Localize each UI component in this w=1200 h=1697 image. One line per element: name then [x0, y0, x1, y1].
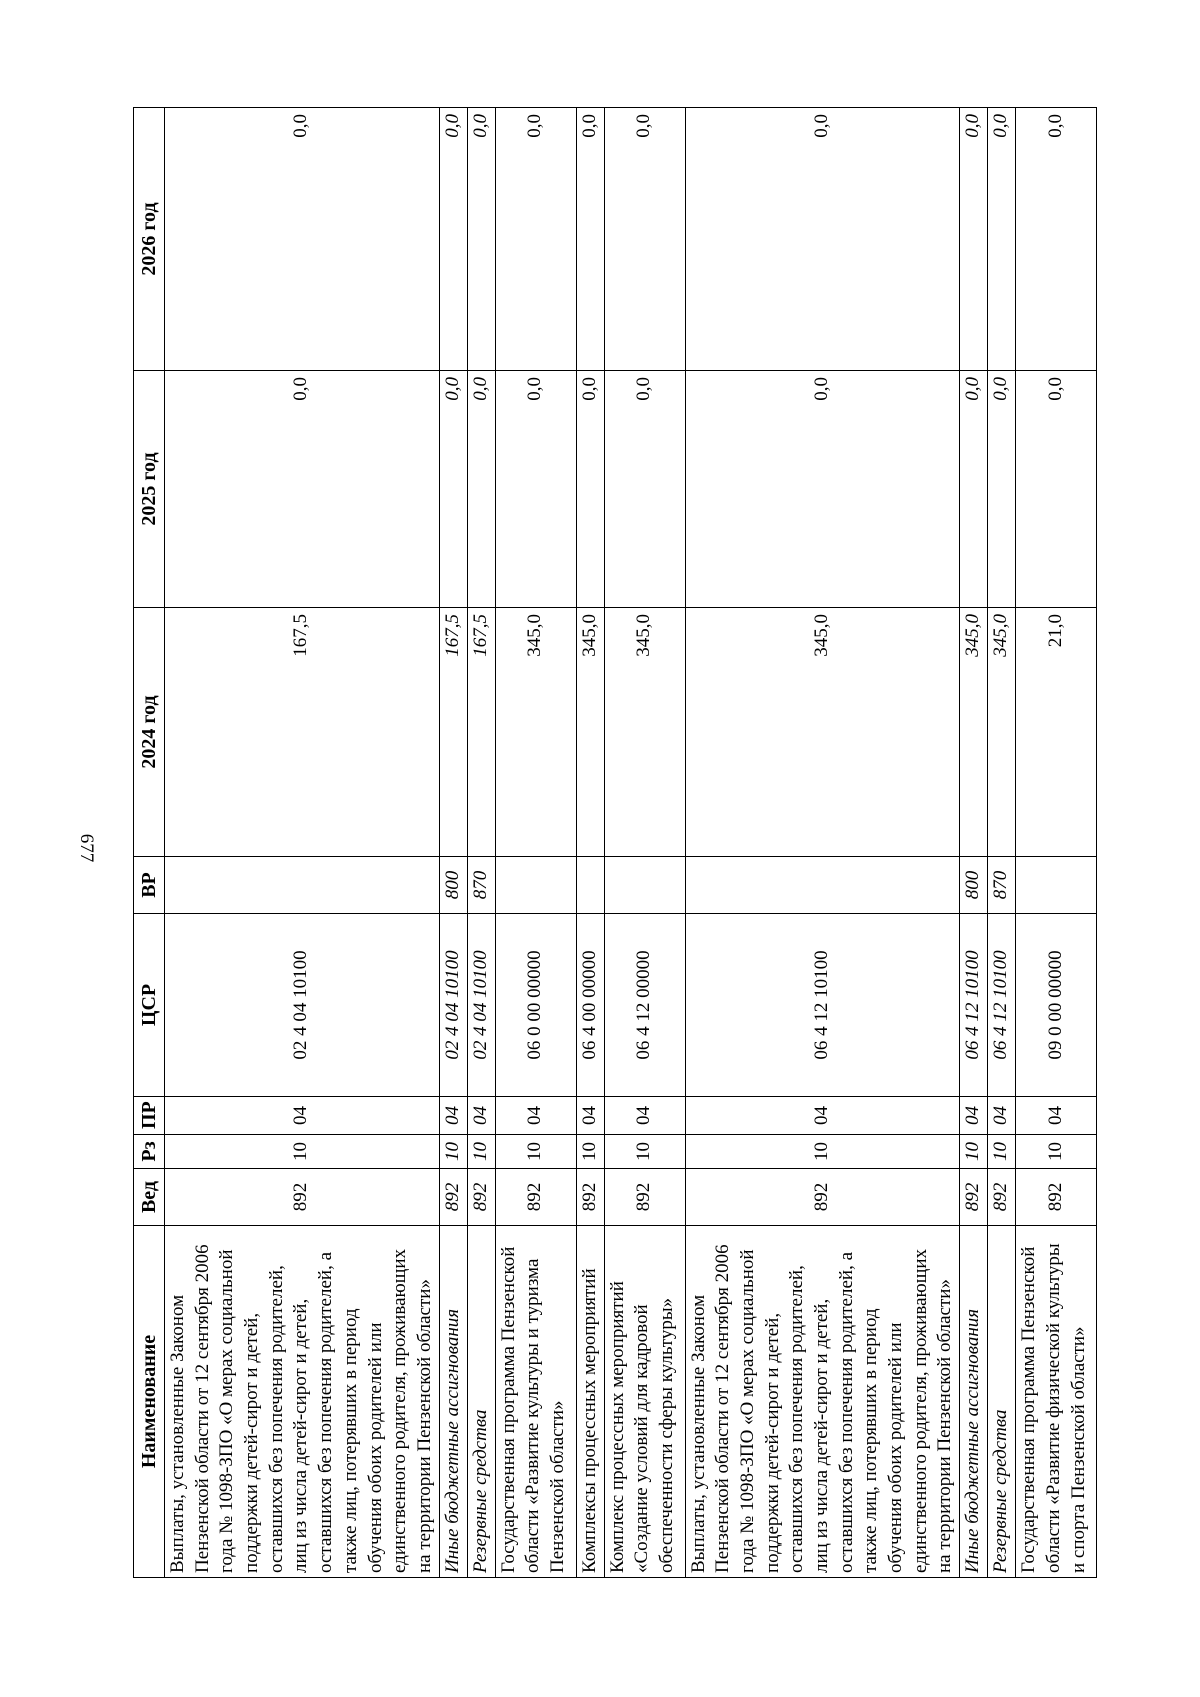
- header-csr: ЦСР: [134, 914, 165, 1097]
- cell-name: Иные бюджетные ассигнования: [439, 1226, 467, 1578]
- table-row: [576, 108, 604, 1578]
- cell-rz: 10: [1016, 1135, 1097, 1169]
- cell-2024: 345,0: [685, 608, 960, 857]
- cell-name: Резервные средства: [988, 1226, 1016, 1578]
- cell-2025: 0,0: [576, 371, 604, 608]
- cell-rz: 10: [685, 1135, 960, 1169]
- cell-csr: 06 4 12 10100: [685, 914, 960, 1097]
- cell-2025: 0,0: [988, 371, 1016, 608]
- cell-ved: 892: [467, 1169, 495, 1226]
- cell-name: Государственная программа Пензенской области «Развитие физической культуры и спорта Пензенской области»: [1016, 1226, 1097, 1578]
- cell-2026: 0,0: [685, 108, 960, 371]
- cell-2025: 0,0: [960, 371, 988, 608]
- header-2024: 2024 год: [134, 608, 165, 857]
- cell-2024: 345,0: [960, 608, 988, 857]
- table-row: [1016, 108, 1097, 1578]
- cell-rz: 10: [960, 1135, 988, 1169]
- cell-name: Выплаты, установленные Законом Пензенской области от 12 сентября 2006 года № 1098-ЗПО «О мерах социальной поддержки детей-сирот и детей, оставшихся без попечения родителей, лиц из числа детей-сирот и детей, оставшихся без попечения родителей, а также лиц, потерявших в период обучения обоих родителей или единственного родителя, проживающих на территории Пензенской области»: [165, 1226, 440, 1578]
- cell-2026: 0,0: [604, 108, 685, 371]
- cell-csr: 02 4 04 10100: [439, 914, 467, 1097]
- cell-csr: 09 0 00 00000: [1016, 914, 1097, 1097]
- cell-rz: 10: [604, 1135, 685, 1169]
- cell-rz: 10: [988, 1135, 1016, 1169]
- cell-vr: [576, 857, 604, 914]
- page-number: 677: [76, 833, 97, 863]
- cell-vr: 800: [439, 857, 467, 914]
- cell-vr: [604, 857, 685, 914]
- cell-2025: 0,0: [467, 371, 495, 608]
- cell-2026: 0,0: [1016, 108, 1097, 371]
- table-row: [467, 108, 495, 1578]
- header-2025: 2025 год: [134, 371, 165, 608]
- cell-2025: 0,0: [604, 371, 685, 608]
- cell-pr: 04: [685, 1097, 960, 1135]
- cell-name: Иные бюджетные ассигнования: [960, 1226, 988, 1578]
- cell-name: Комплексы процессных мероприятий: [576, 1226, 604, 1578]
- cell-ved: 892: [165, 1169, 440, 1226]
- cell-pr: 04: [988, 1097, 1016, 1135]
- cell-csr: 06 0 00 00000: [495, 914, 576, 1097]
- cell-2024: 345,0: [988, 608, 1016, 857]
- cell-2026: 0,0: [960, 108, 988, 371]
- cell-ved: 892: [495, 1169, 576, 1226]
- cell-rz: 10: [467, 1135, 495, 1169]
- cell-csr: 06 4 12 10100: [988, 914, 1016, 1097]
- cell-2025: 0,0: [1016, 371, 1097, 608]
- cell-csr: 06 4 00 00000: [576, 914, 604, 1097]
- cell-ved: 892: [685, 1169, 960, 1226]
- cell-pr: 04: [576, 1097, 604, 1135]
- cell-csr: 02 4 04 10100: [467, 914, 495, 1097]
- cell-vr: [165, 857, 440, 914]
- table-row: [988, 108, 1016, 1578]
- cell-csr: 02 4 04 10100: [165, 914, 440, 1097]
- cell-pr: 04: [1016, 1097, 1097, 1135]
- table-row: [165, 108, 440, 1578]
- header-pr: ПР: [134, 1097, 165, 1135]
- cell-ved: 892: [439, 1169, 467, 1226]
- cell-ved: 892: [604, 1169, 685, 1226]
- table-row: [439, 108, 467, 1578]
- cell-2025: 0,0: [439, 371, 467, 608]
- cell-csr: 06 4 12 10100: [960, 914, 988, 1097]
- cell-csr: 06 4 12 00000: [604, 914, 685, 1097]
- cell-2026: 0,0: [439, 108, 467, 371]
- cell-rz: 10: [495, 1135, 576, 1169]
- table-header-row: [134, 108, 165, 1578]
- cell-2024: 21,0: [1016, 608, 1097, 857]
- cell-pr: 04: [467, 1097, 495, 1135]
- cell-vr: 870: [467, 857, 495, 914]
- cell-ved: 892: [960, 1169, 988, 1226]
- header-name: Наименование: [134, 1226, 165, 1578]
- cell-pr: 04: [439, 1097, 467, 1135]
- cell-vr: 870: [988, 857, 1016, 914]
- cell-2025: 0,0: [685, 371, 960, 608]
- cell-2026: 0,0: [467, 108, 495, 371]
- cell-vr: [1016, 857, 1097, 914]
- cell-vr: [495, 857, 576, 914]
- budget-table: [133, 107, 1097, 1578]
- cell-rz: 10: [165, 1135, 440, 1169]
- cell-2026: 0,0: [165, 108, 440, 371]
- cell-2024: 345,0: [576, 608, 604, 857]
- cell-rz: 10: [439, 1135, 467, 1169]
- cell-2024: 345,0: [495, 608, 576, 857]
- header-rz: Рз: [134, 1135, 165, 1169]
- cell-2024: 345,0: [604, 608, 685, 857]
- table-row: [685, 108, 960, 1578]
- cell-2024: 167,5: [439, 608, 467, 857]
- cell-name: Комплекс процессных мероприятий «Создание условий для кадровой обеспеченности сферы культуры»: [604, 1226, 685, 1578]
- budget-table-container: [133, 108, 1088, 1578]
- cell-rz: 10: [576, 1135, 604, 1169]
- cell-2024: 167,5: [467, 608, 495, 857]
- cell-name: Выплаты, установленные Законом Пензенской области от 12 сентября 2006 года № 1098-ЗПО «О мерах социальной поддержки детей-сирот и детей, оставшихся без попечения родителей, лиц из числа детей-сирот и детей, оставшихся без попечения родителей, а также лиц, потерявших в период обучения обоих родителей или единственного родителя, проживающих на территории Пензенской области»: [685, 1226, 960, 1578]
- header-vr: ВР: [134, 857, 165, 914]
- cell-2026: 0,0: [495, 108, 576, 371]
- table-row: [495, 108, 576, 1578]
- cell-ved: 892: [988, 1169, 1016, 1226]
- header-2026: 2026 год: [134, 108, 165, 371]
- cell-2025: 0,0: [165, 371, 440, 608]
- table-row: [960, 108, 988, 1578]
- cell-vr: 800: [960, 857, 988, 914]
- cell-2024: 167,5: [165, 608, 440, 857]
- table-row: [604, 108, 685, 1578]
- cell-vr: [685, 857, 960, 914]
- cell-pr: 04: [604, 1097, 685, 1135]
- cell-ved: 892: [1016, 1169, 1097, 1226]
- cell-name: Резервные средства: [467, 1226, 495, 1578]
- cell-pr: 04: [495, 1097, 576, 1135]
- cell-2026: 0,0: [576, 108, 604, 371]
- cell-2026: 0,0: [988, 108, 1016, 371]
- cell-pr: 04: [165, 1097, 440, 1135]
- cell-pr: 04: [960, 1097, 988, 1135]
- header-ved: Вед: [134, 1169, 165, 1226]
- cell-2025: 0,0: [495, 371, 576, 608]
- cell-name: Государственная программа Пензенской области «Развитие культуры и туризма Пензенской области»: [495, 1226, 576, 1578]
- cell-ved: 892: [576, 1169, 604, 1226]
